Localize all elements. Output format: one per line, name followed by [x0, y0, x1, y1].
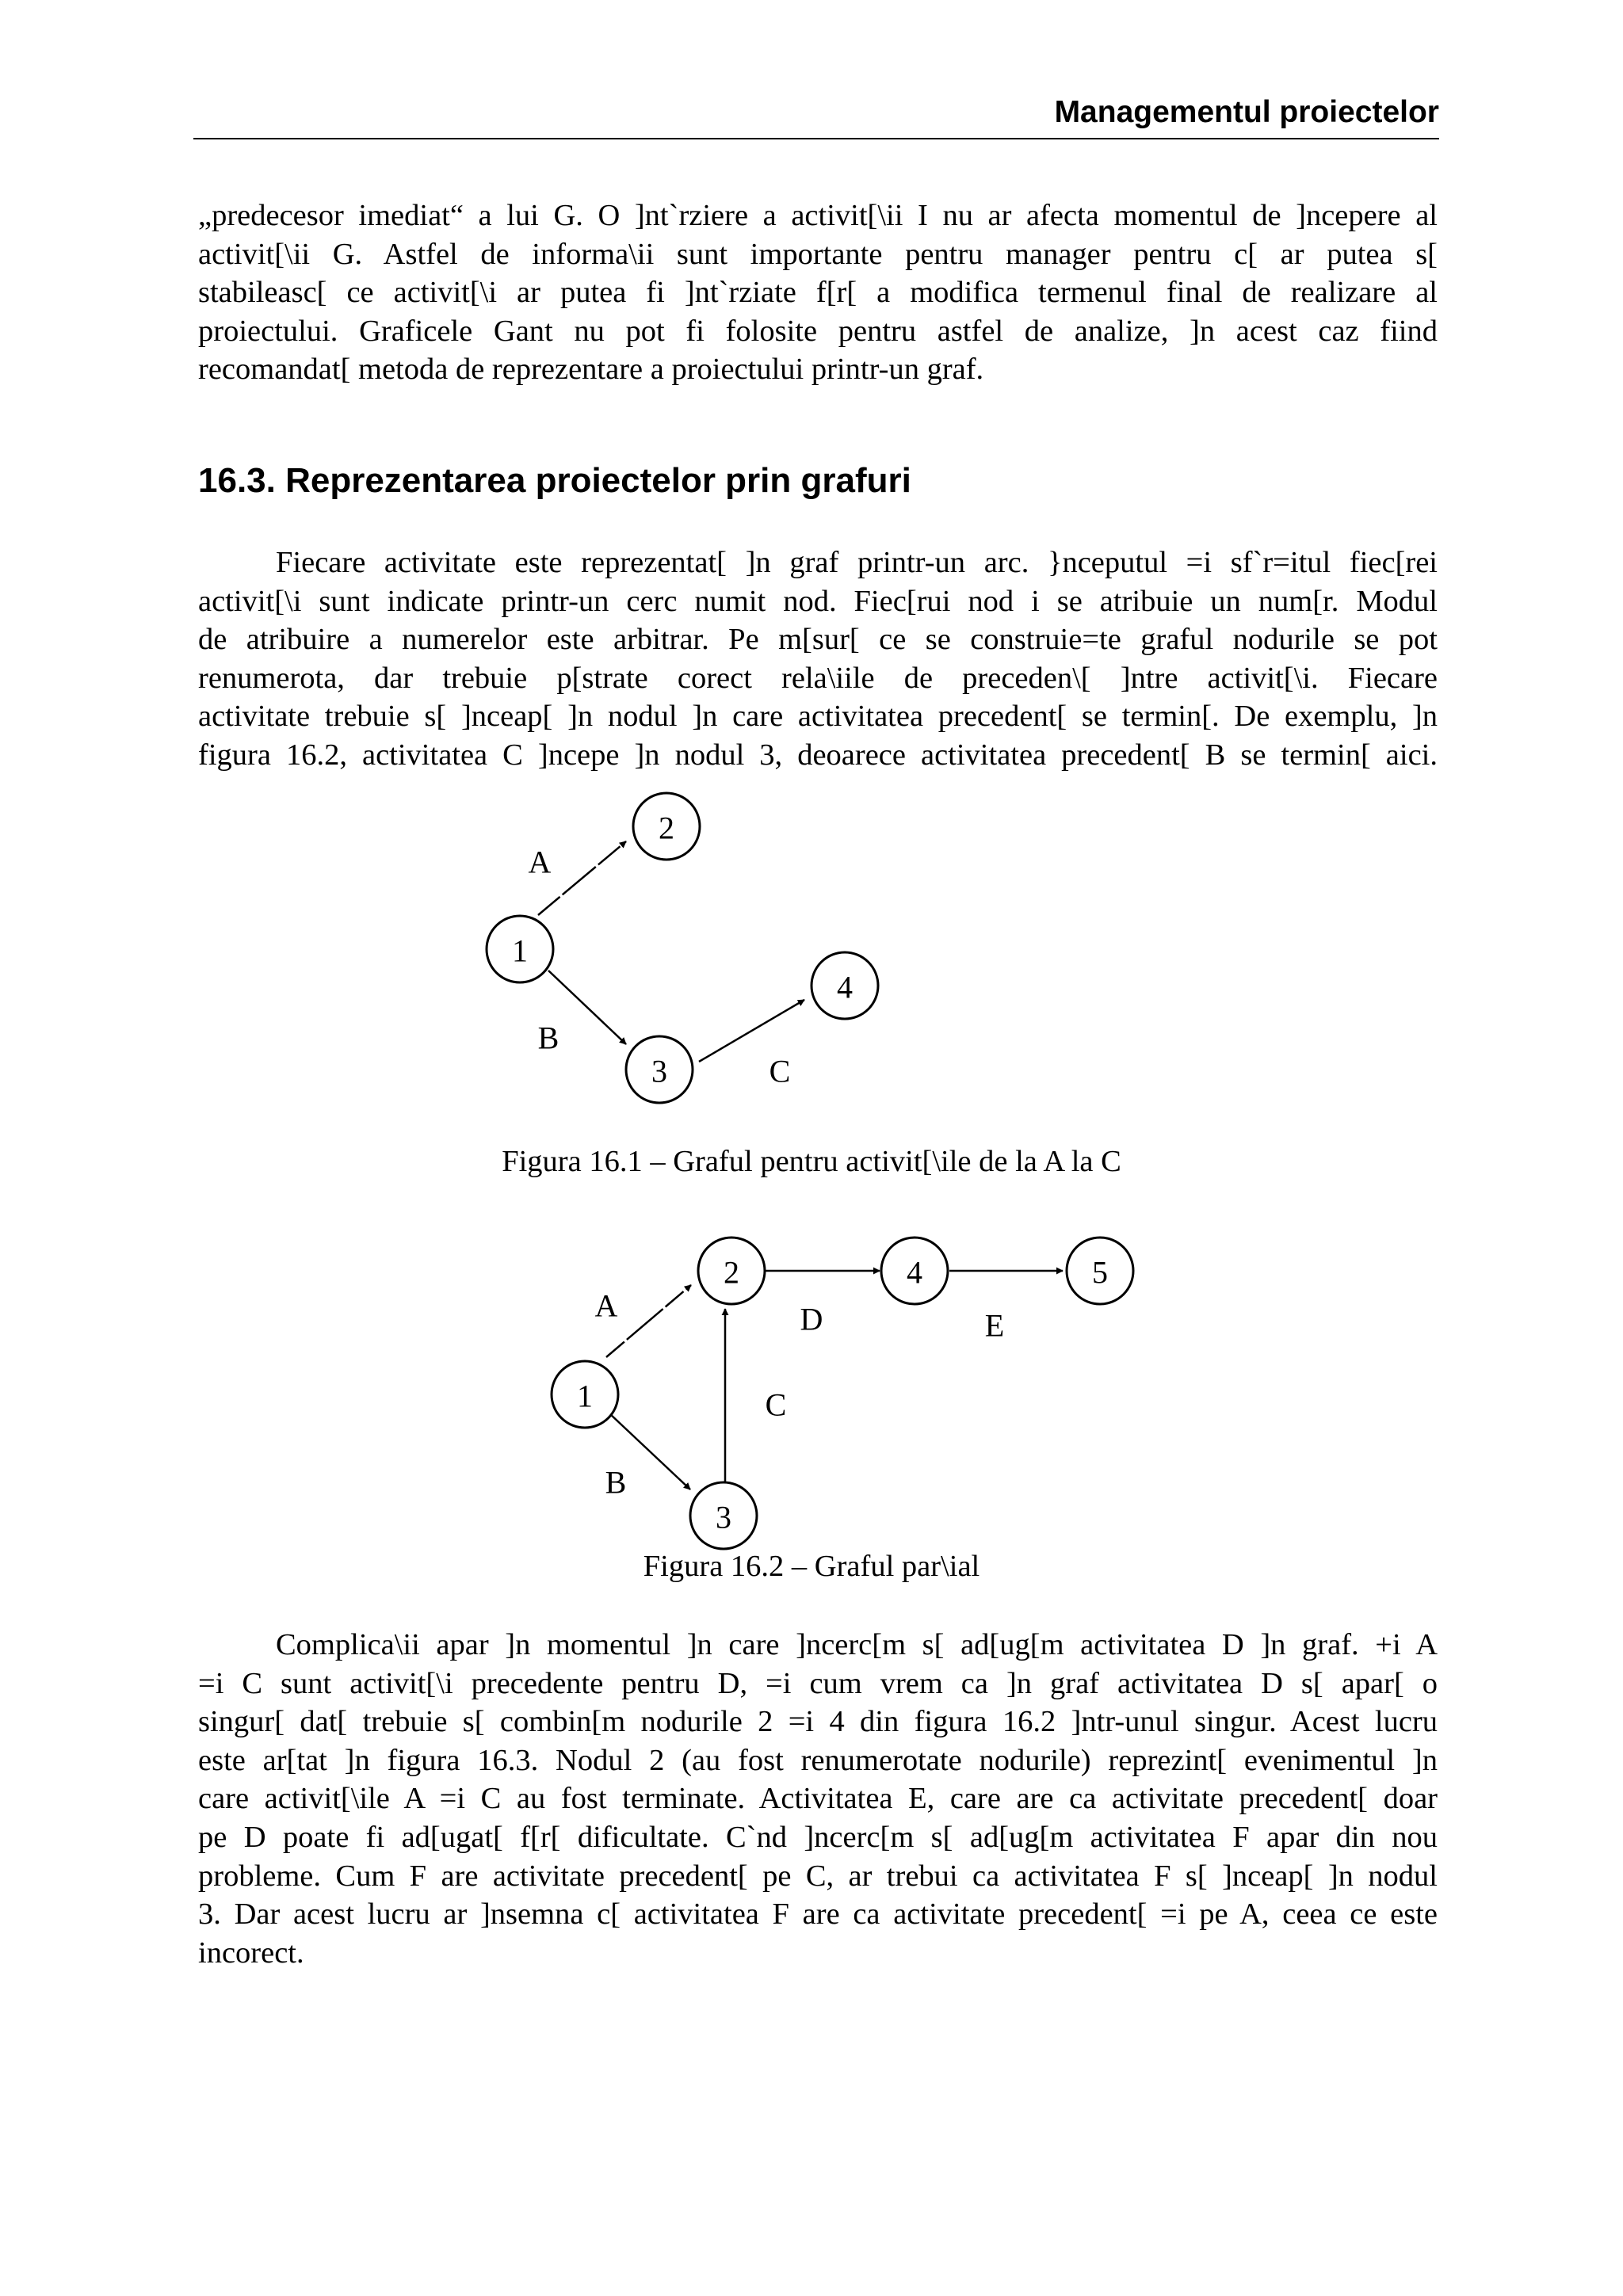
node-label: 4 [907, 1254, 922, 1291]
figure-16-2-caption: Figura 16.2 – Graful par\ial [643, 1550, 980, 1583]
node-label: 3 [651, 1053, 667, 1089]
edge-b [548, 971, 626, 1044]
paragraph-line: activit[\i sunt indicate printr-un cerc numit nod. Fiec[rui nod i se atribuie un num[r. Modul [198, 584, 1438, 618]
paragraph-line: renumerota, dar trebuie p[strate corect rela\iile de preceden\[ ]ntre activit[\i. Fiecare [198, 661, 1438, 695]
edge-label: B [537, 1020, 559, 1056]
figure-16-1-graph [475, 784, 888, 1117]
node-label: 2 [724, 1254, 739, 1291]
node-label: 5 [1092, 1254, 1108, 1291]
node-label: 4 [837, 969, 853, 1005]
paragraph-line: este ar[tat ]n figura 16.3. Nodul 2 (au fost renumerotate nodurile) reprezint[ evenimentul ]n [198, 1743, 1438, 1777]
edge-label: E [984, 1307, 1005, 1344]
paragraph-line: recomandat[ metoda de reprezentare a proiectului printr-un graf. [198, 353, 984, 387]
paragraph-line: incorect. [198, 1936, 304, 1970]
paragraph-line: =i C sunt activit[\i precedente pentru D, =i cum vrem ca ]n graf activitatea D s[ apar[ o [198, 1666, 1438, 1700]
edge-a [606, 1285, 691, 1357]
paragraph-line: probleme. Cum F are activitate precedent[ pe C, ar trebui ca activitatea F s[ ]nceap[ ]n nodul [198, 1859, 1438, 1893]
edge-c [699, 1000, 804, 1062]
paragraph-2 [198, 543, 1438, 775]
paragraph-line: 3. Dar acest lucru ar ]nsemna c[ activitatea F are ca activitate precedent[ =i pe A, ceea ce este [198, 1897, 1438, 1932]
paragraph-line: de atribuire a numerelor este arbitrar. Pe m[sur[ ce se construie=te graful nodurile se pot [198, 623, 1438, 657]
header-title: Managementul proiectelor [1054, 95, 1439, 129]
node-label: 2 [659, 810, 674, 846]
paragraph-line: stabileasc[ ce activit[\i ar putea fi ]nt`rziate f[r[ a modifica termenul final de realizare al [198, 276, 1438, 310]
edge-label: C [765, 1386, 787, 1423]
paragraph-3 [198, 1626, 1438, 1972]
edge-label: B [605, 1464, 627, 1501]
node-label: 1 [577, 1378, 593, 1414]
paragraph-line: figura 16.2, activitatea C ]ncepe ]n nodul 3, deoarece activitatea precedent[ B se termin[ aici. [198, 738, 1438, 772]
node-label: 3 [716, 1499, 731, 1535]
node-label: 1 [512, 933, 528, 969]
edge-label: D [800, 1301, 823, 1337]
paragraph-line: pe D poate fi ad[ugat[ f[r[ dificultate. C`nd ]ncerc[m s[ ad[ug[m activitatea F apar din nou [198, 1820, 1438, 1854]
paragraph-line: activit[\ii G. Astfel de informa\ii sunt importante pentru manager pentru c[ ar putea s[ [198, 237, 1438, 271]
edge-label: A [594, 1287, 618, 1324]
paragraph-line: proiectului. Graficele Gant nu pot fi folosite pentru astfel de analize, ]n acest caz fiind [198, 314, 1438, 348]
figure-16-2-graph [539, 1228, 1157, 1545]
paragraph-line: Fiecare activitate este reprezentat[ ]n graf printr-un arc. }nceputul =i sf`r=itul fiec[rei [276, 546, 1438, 579]
paragraph-line: care activit[\ile A =i C au fost terminate. Activitatea E, care are ca activitate precedent[ doar [198, 1782, 1438, 1816]
paragraph-line: Complica\ii apar ]n momentul ]n care ]ncerc[m s[ ad[ug[m activitatea D ]n graf. +i A [276, 1628, 1438, 1661]
figure-16-1-caption: Figura 16.1 – Graful pentru activit[\ile de la A la C [502, 1145, 1121, 1178]
paragraph-1 [198, 196, 1438, 389]
edge-a [538, 841, 626, 915]
edge-label: A [528, 844, 552, 880]
running-header [193, 95, 1439, 139]
paragraph-line: „predecesor imediat“ a lui G. O ]nt`rziere a activit[\ii I nu ar afecta momentul de ]ncepere al [198, 199, 1438, 232]
paragraph-line: activitate trebuie s[ ]nceap[ ]n nodul ]n care activitatea precedent[ se termin[. De exemplu, ]n [198, 700, 1438, 734]
edge-label: C [769, 1053, 791, 1089]
section-heading: 16.3. Reprezentarea proiectelor prin grafuri [198, 461, 911, 500]
paragraph-line: singur[ dat[ trebuie s[ combin[m nodurile 2 =i 4 din figura 16.2 ]ntr-unul singur. Acest lucru [198, 1705, 1438, 1739]
